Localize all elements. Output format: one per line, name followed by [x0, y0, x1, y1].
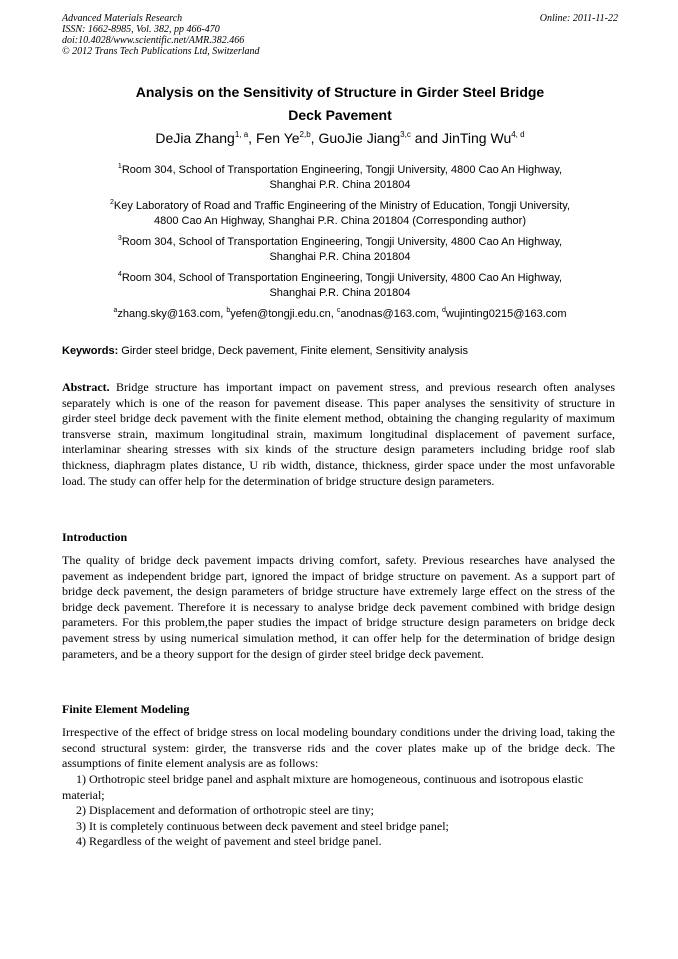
- affiliation-line: Room 304, School of Transportation Engineering, Tongji University, 4800 Cao An Highway,: [121, 164, 563, 176]
- fem-text: Irrespective of the effect of bridge stress on local modeling boundary conditions under the driving load, taking the second structural system: girder, the transverse rids and the cover plates make up of the bridge deck. The assumptions of finite element analysis are as follows:: [62, 725, 615, 771]
- author-sep: ,: [248, 130, 256, 146]
- affiliation-line: Key Laboratory of Road and Traffic Engineering of the Ministry of Education, Tongji University,: [113, 200, 571, 212]
- author-sup: 4, d: [511, 130, 525, 139]
- email-sup: c: [336, 307, 341, 314]
- list-item: 4) Regardless of the weight of pavement and steel bridge panel.: [76, 834, 382, 849]
- email-sup: b: [226, 307, 231, 314]
- affiliation-sup: 3: [117, 235, 122, 242]
- introduction-text: The quality of bridge deck pavement impacts driving comfort, safety. Previous researches have analysed the pavement as independent bridge part, ignored the impact of bridge structure on pavement. As a support part of bridge deck pavement, the design parameters of bridge structure have extremely large effect on the stress of the bridge deck pavement. Therefore it is necessary to analyse bridge deck pavement combined with bridge design parameters. For this problem,the paper studies the impact of bridge structure design parameters on bridge deck pavement stress by using numerical simulation method, it can offer help for the determination of bridge design parameters, and be a theory support for the design of girder steel bridge deck pavement.: [62, 553, 615, 661]
- abstract-text: Bridge structure has important impact on pavement stress, and previous research often analyses separately which is one of the reason for pavement disease. This paper analyses the sensitivity of structure in girder steel bridge deck pavement with the finite element method, obtaining the changing regularity of maximum transverse strain, maximum longitudinal strain, maximum longitudinal displacement of pavement surface, interlaminar shearing stresses with six kinds of the structure design parameters including bridge roof slab thickness, diaphragm plates distance, U rib width, distance, thickness, girder space under the most unfavorable load. The study can offer help for the determination of bridge structure design parameters.: [62, 380, 615, 488]
- author-name: JinTing Wu: [441, 130, 512, 146]
- author-sup: 1, a: [234, 130, 249, 139]
- introduction-heading: Introduction: [62, 530, 128, 544]
- title-line-2: Deck Pavement: [288, 107, 392, 123]
- issn-line: ISSN: 1662-8985, Vol. 382, pp 466-470: [62, 24, 220, 35]
- paper-title: [62, 81, 618, 127]
- keywords-label: Keywords:: [62, 345, 119, 357]
- copyright-line: © 2012 Trans Tech Publications Ltd, Switzerland: [62, 46, 260, 57]
- email-list: [62, 307, 618, 322]
- author-sup: 2,b: [299, 130, 311, 139]
- author-list: [62, 128, 618, 148]
- email-address: anodnas@163.com,: [340, 308, 443, 320]
- email-address: yefen@tongji.edu.cn,: [230, 308, 337, 320]
- affiliation-2: [62, 199, 618, 229]
- author-sup: 3,c: [400, 130, 411, 139]
- doi-line: doi:10.4028/www.scientific.net/AMR.382.466: [62, 35, 245, 46]
- author-sep: and: [410, 130, 442, 146]
- fem-heading: Finite Element Modeling: [62, 702, 190, 716]
- keywords-text: Girder steel bridge, Deck pavement, Finite element, Sensitivity analysis: [118, 345, 468, 357]
- affiliation-1: [62, 163, 618, 193]
- author-name: GuoJie Jiang: [318, 130, 401, 146]
- assumption-list: [62, 772, 618, 850]
- list-item: 1) Orthotropic steel bridge panel and asphalt mixture are homogeneous, continuous and isotropous elastic material;: [62, 772, 584, 802]
- email-sup: d: [442, 307, 446, 314]
- abstract: [62, 380, 615, 489]
- online-date: Online: 2011-11-22: [539, 13, 618, 24]
- affiliation-line: Room 304, School of Transportation Engineering, Tongji University, 4800 Cao An Highway,: [121, 272, 563, 284]
- affiliation-4: [62, 271, 618, 301]
- affiliation-line: Shanghai P.R. China 201804: [269, 179, 411, 191]
- author-name: DeJia Zhang: [155, 130, 235, 146]
- list-item: 2) Displacement and deformation of orthotropic steel are tiny;: [76, 803, 374, 818]
- title-line-1: Analysis on the Sensitivity of Structure in Girder Steel Bridge: [135, 84, 545, 100]
- journal-header: [62, 13, 618, 57]
- email-address: wujinting0215@163.com: [445, 308, 567, 320]
- affiliation-line: Shanghai P.R. China 201804: [269, 287, 411, 299]
- journal-name: Advanced Materials Research: [62, 13, 183, 24]
- author-name: Fen Ye: [255, 130, 300, 146]
- affiliation-sup: 4: [117, 271, 122, 278]
- abstract-label: Abstract.: [62, 380, 110, 394]
- affiliation-3: [62, 235, 618, 265]
- email-address: zhang.sky@163.com,: [117, 308, 227, 320]
- keywords: [62, 344, 618, 359]
- affiliation-sup: 1: [117, 163, 122, 170]
- list-item: 3) It is completely continuous between deck pavement and steel bridge panel;: [76, 818, 449, 833]
- email-sup: a: [113, 307, 118, 314]
- author-sep: ,: [310, 130, 319, 146]
- affiliation-line: 4800 Cao An Highway, Shanghai P.R. China 201804 (Corresponding author): [153, 215, 526, 227]
- affiliation-line: Room 304, School of Transportation Engineering, Tongji University, 4800 Cao An Highway,: [121, 236, 563, 248]
- affiliation-sup: 2: [109, 199, 114, 206]
- affiliation-line: Shanghai P.R. China 201804: [269, 251, 411, 263]
